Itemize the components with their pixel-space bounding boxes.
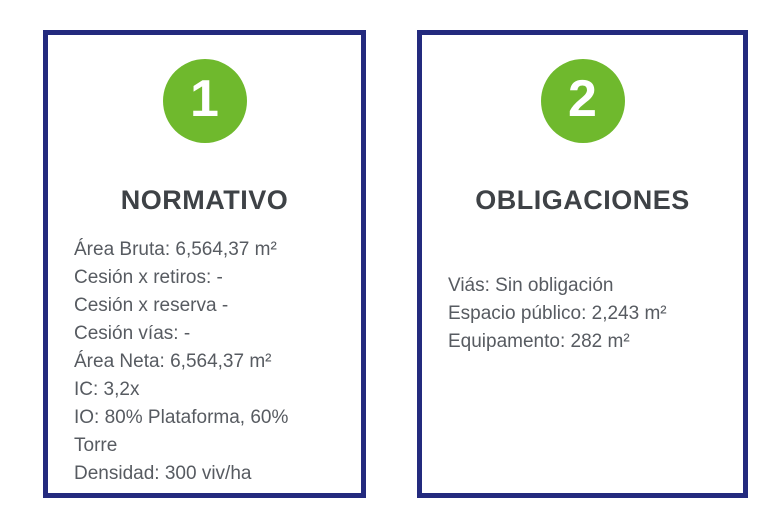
card-line-cesion-retiros: Cesión x retiros: - <box>74 267 223 288</box>
card-obligaciones-title: OBLIGACIONES <box>475 185 690 215</box>
step-2-number: 2 <box>568 70 597 128</box>
card-normativo-title: NORMATIVO <box>120 185 289 215</box>
card-normativo-body <box>48 236 361 488</box>
card-line-area-neta: Área Neta: 6,564,37 m² <box>74 351 272 372</box>
step-2-badge <box>541 59 625 143</box>
card-line-area-bruta: Área Bruta: 6,564,37 m² <box>74 239 277 260</box>
card-line-ic: IC: 3,2x <box>74 379 140 400</box>
card-line-cesion-vias: Cesión vías: - <box>74 323 191 344</box>
card-line-vias: Viás: Sin obligación <box>448 275 614 296</box>
card-line-equipamento: Equipamento: 282 m² <box>448 331 630 352</box>
card-obligaciones-body <box>422 272 743 356</box>
card-normativo <box>43 30 366 498</box>
card-line-espacio-publico: Espacio público: 2,243 m² <box>448 303 667 324</box>
card-line-cesion-reserva: Cesión x reserva - <box>74 295 229 316</box>
card-line-io: IO: 80% Plataforma, 60% Torre <box>74 407 289 456</box>
step-1-number: 1 <box>190 70 219 128</box>
card-obligaciones <box>417 30 748 498</box>
step-1-badge <box>163 59 247 143</box>
card-line-densidad: Densidad: 300 viv/ha <box>74 463 252 484</box>
